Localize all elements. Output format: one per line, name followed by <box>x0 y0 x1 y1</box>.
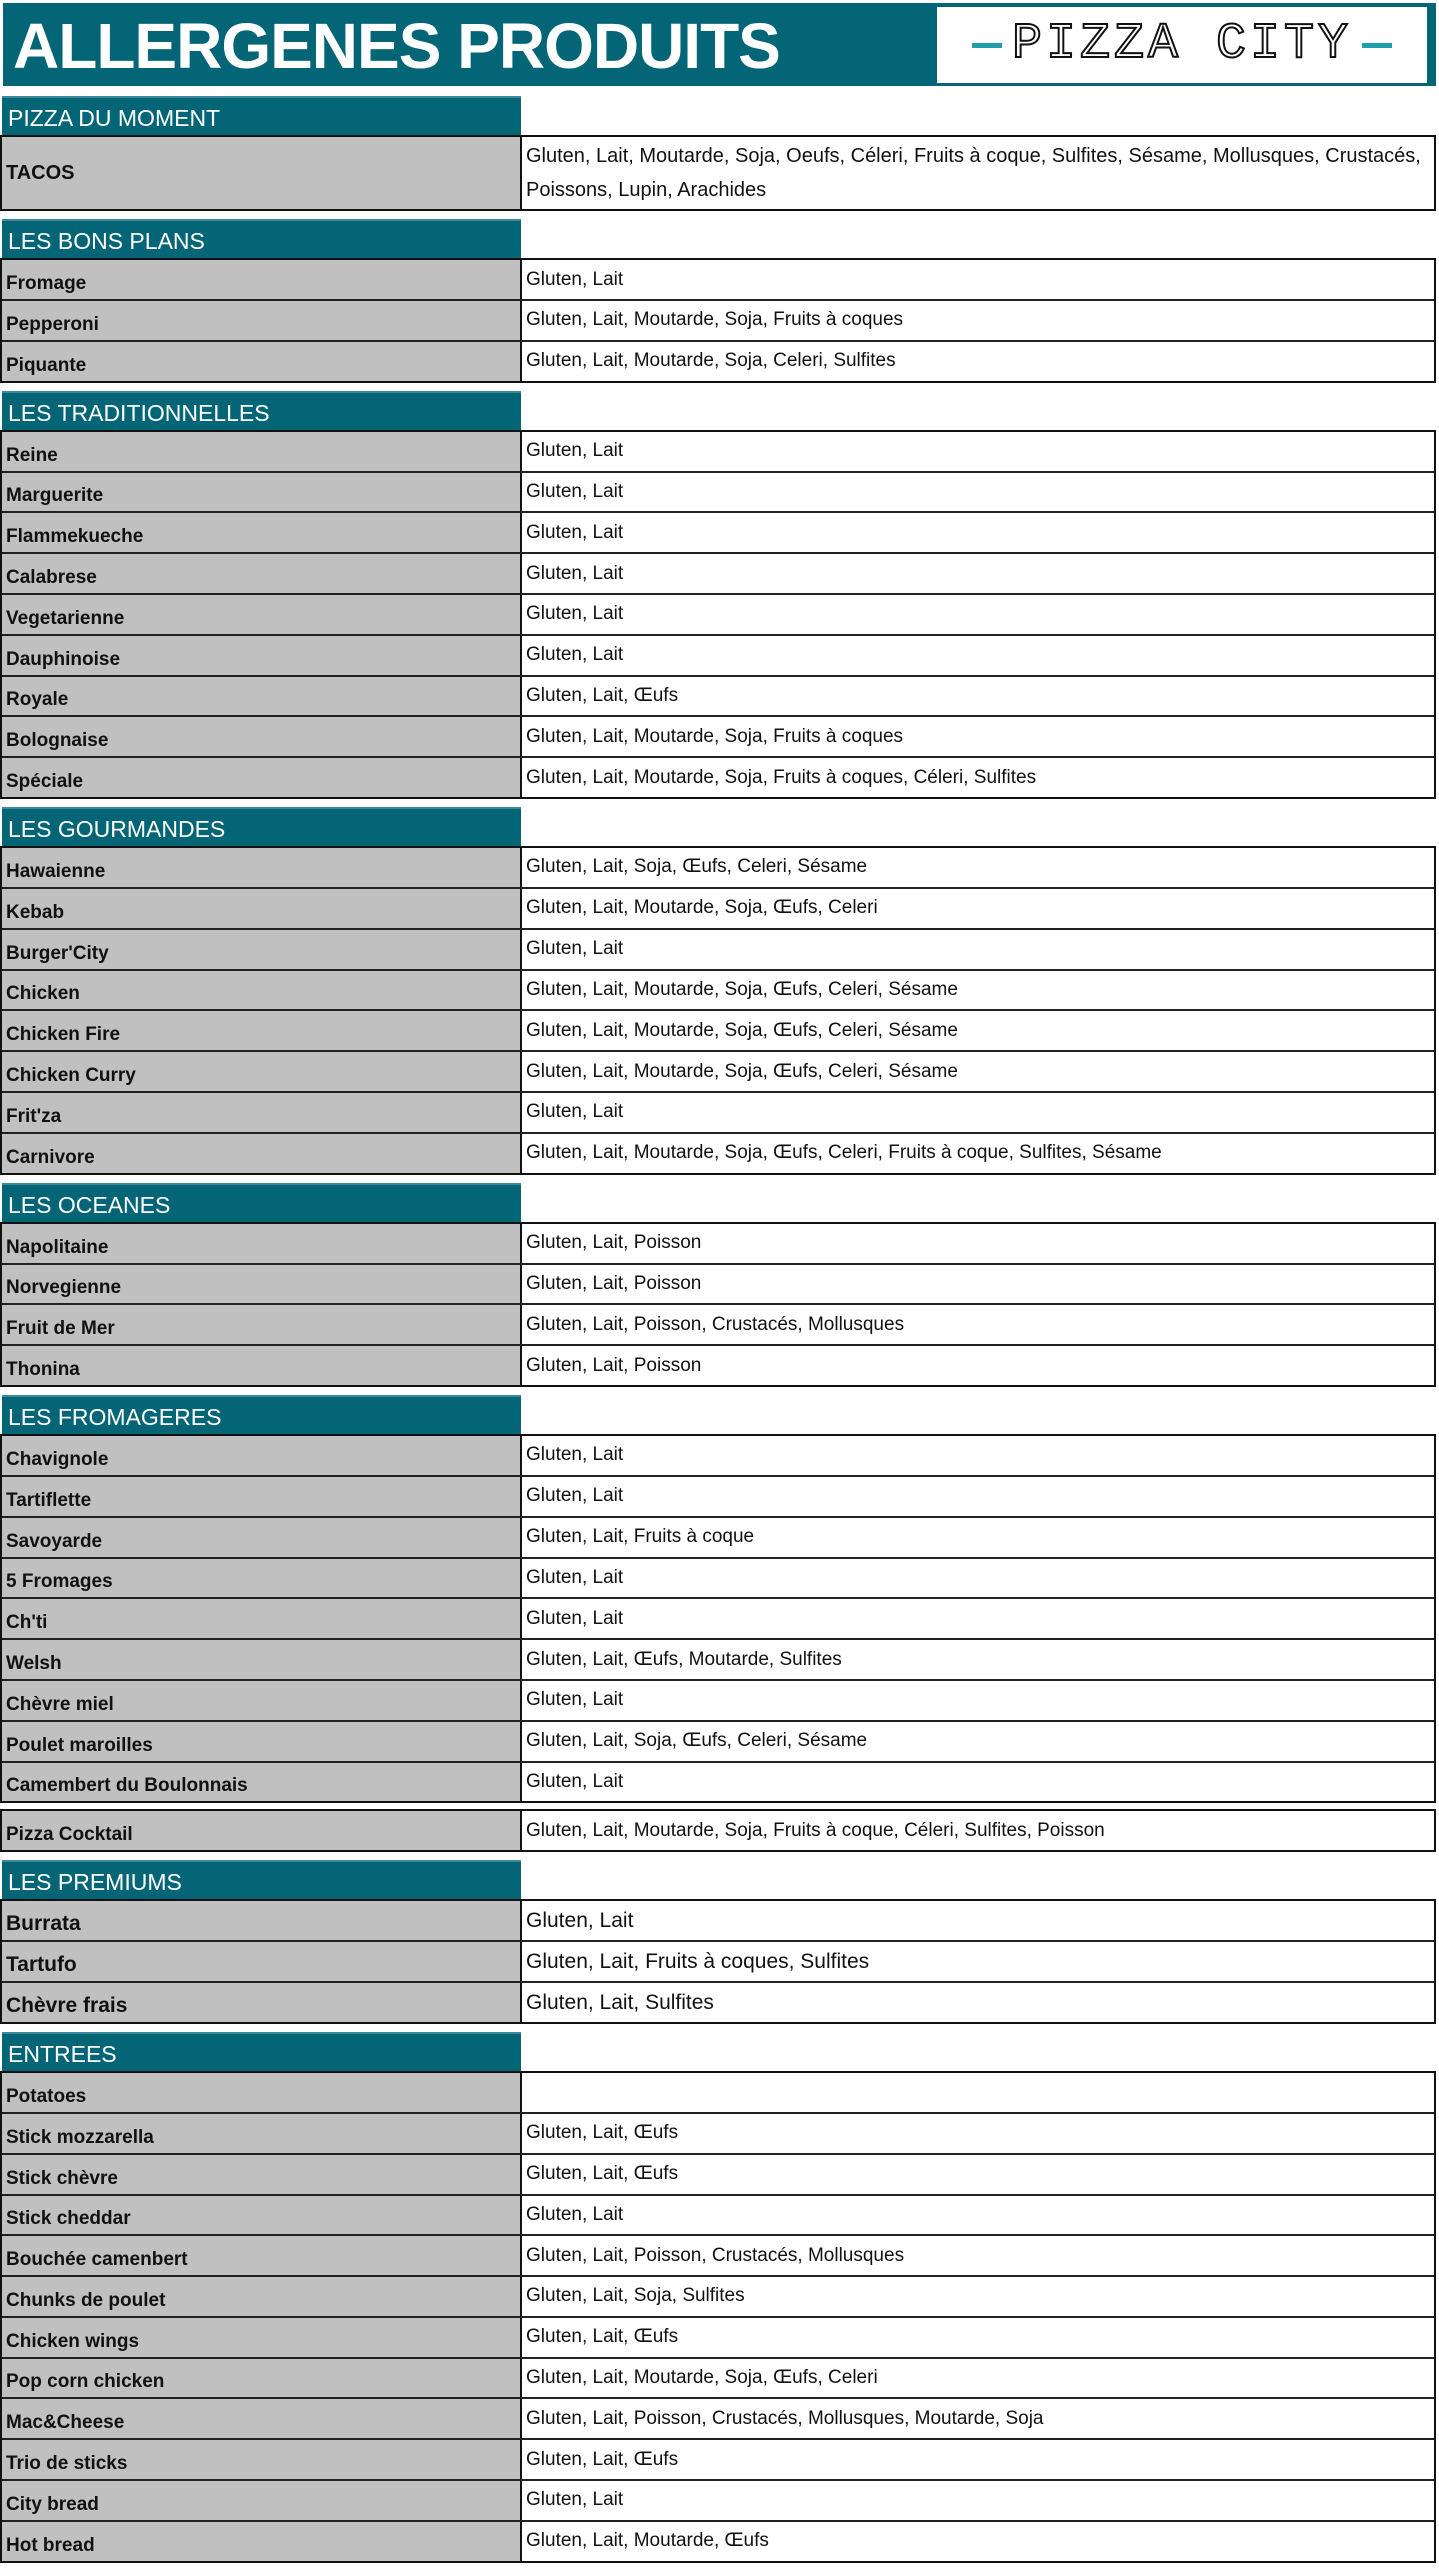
allergens-cell <box>522 1640 1434 1679</box>
allergens-text: Gluten, Lait, Œufs <box>526 2326 679 2348</box>
allergens-text: Gluten, Lait, Soja, Œufs, Celeri, Sésame <box>526 856 868 878</box>
table-row <box>2 511 1434 552</box>
allergens-text: Gluten, Lait, Moutarde, Soja, Œufs, Celeri <box>526 2367 878 2389</box>
allergens-cell <box>522 1559 1434 1598</box>
table-row <box>2 675 1434 716</box>
product-name-cell <box>2 1093 522 1132</box>
allergens-cell <box>522 1134 1434 1173</box>
product-name-cell <box>2 1052 522 1091</box>
product-name: 5 Fromages <box>6 1571 113 1593</box>
section-title: LES PREMIUMS <box>8 1869 182 1896</box>
allergen-table <box>0 258 1436 383</box>
table-row <box>2 887 1434 928</box>
table-row <box>2 969 1434 1010</box>
table-row <box>2 1436 1434 1475</box>
section-header <box>2 1183 521 1222</box>
allergens-text: Gluten, Lait, Œufs <box>526 2448 679 2470</box>
table-row <box>2 1344 1434 1385</box>
product-name: Napolitaine <box>6 1236 109 1258</box>
table-row <box>2 2153 1434 2194</box>
allergens-text: Gluten, Lait, Moutarde, Soja, Fruits à coques <box>526 725 904 747</box>
product-name-cell <box>2 2236 522 2275</box>
product-name-cell <box>2 1559 522 1598</box>
table-row <box>2 2234 1434 2275</box>
allergens-cell <box>522 1983 1434 2022</box>
allergens-cell <box>522 2399 1434 2438</box>
allergens-cell <box>522 1265 1434 1304</box>
allergens-text: Gluten, Lait <box>526 1770 624 1792</box>
allergen-table <box>0 1899 1436 2024</box>
product-name: Spéciale <box>6 770 84 792</box>
table-row <box>2 1597 1434 1638</box>
product-name-cell <box>2 1305 522 1344</box>
product-name-cell <box>2 677 522 716</box>
allergens-cell <box>522 677 1434 716</box>
section-header <box>2 219 521 258</box>
table-row <box>2 2479 1434 2520</box>
allergen-table-extra <box>0 1809 1436 1852</box>
table-row <box>2 299 1434 340</box>
allergens-cell <box>522 2522 1434 2561</box>
table-row <box>2 1132 1434 1173</box>
table-row <box>2 2357 1434 2398</box>
allergens-cell <box>522 2318 1434 2357</box>
allergens-cell <box>522 1518 1434 1557</box>
allergens-text: Gluten, Lait <box>526 938 624 960</box>
section-header <box>2 2032 521 2071</box>
allergens-text: Gluten, Lait, Poisson, Crustacés, Mollusques, Moutarde, Soja <box>526 2407 1044 2429</box>
product-name-cell <box>2 1983 522 2022</box>
table-row <box>2 634 1434 675</box>
allergens-cell <box>522 2440 1434 2479</box>
allergens-text: Gluten, Lait, Moutarde, Soja, Œufs, Celeri <box>526 897 878 919</box>
allergen-table <box>0 135 1436 211</box>
allergens-text: Gluten, Lait, Œufs <box>526 2163 679 2185</box>
product-name-cell <box>2 1811 522 1850</box>
table-row <box>2 2073 1434 2112</box>
product-name-cell <box>2 2277 522 2316</box>
allergens-text: Gluten, Lait, Œufs, Moutarde, Sulfites <box>526 1648 842 1670</box>
pizza-city-logo <box>937 7 1427 83</box>
product-name: Stick cheddar <box>6 2208 131 2230</box>
product-name-cell <box>2 2440 522 2479</box>
table-row <box>2 1050 1434 1091</box>
allergens-text: Gluten, Lait, Fruits à coques, Sulfites <box>526 1949 870 1973</box>
table-row <box>2 260 1434 299</box>
product-name-cell <box>2 930 522 969</box>
product-name: Chicken Fire <box>6 1024 121 1046</box>
allergens-text: Gluten, Lait, Sulfites <box>526 1990 714 2014</box>
table-row <box>2 1901 1434 1940</box>
product-name-cell <box>2 554 522 593</box>
section-header <box>2 807 521 846</box>
product-name-cell <box>2 2155 522 2194</box>
product-name-cell <box>2 2359 522 2398</box>
table-row <box>2 1303 1434 1344</box>
product-name-cell <box>2 1518 522 1557</box>
table-row <box>2 1981 1434 2022</box>
product-name-cell <box>2 1436 522 1475</box>
table-row <box>2 2316 1434 2357</box>
product-name-cell <box>2 2522 522 2561</box>
allergens-text: Gluten, Lait <box>526 1485 624 1507</box>
table-row <box>2 1679 1434 1720</box>
section-title: PIZZA DU MOMENT <box>8 105 221 131</box>
allergens-text: Gluten, Lait <box>526 2203 624 2225</box>
product-name-cell <box>2 848 522 887</box>
product-name: Stick chèvre <box>6 2167 118 2189</box>
allergens-cell <box>522 2236 1434 2275</box>
product-name: Trio de sticks <box>6 2453 128 2475</box>
allergens-text: Gluten, Lait, Œufs <box>526 2122 679 2144</box>
table-row <box>2 471 1434 512</box>
allergens-cell <box>522 513 1434 552</box>
allergens-cell <box>522 2073 1434 2112</box>
product-name-cell <box>2 717 522 756</box>
product-name: Mac&Cheese <box>6 2412 125 2434</box>
table-row <box>2 340 1434 381</box>
allergens-cell <box>522 1901 1434 1940</box>
product-name-cell <box>2 2318 522 2357</box>
allergens-cell <box>522 2114 1434 2153</box>
product-name-cell <box>2 2481 522 2520</box>
table-row <box>2 1009 1434 1050</box>
product-name-cell <box>2 1346 522 1385</box>
product-name-cell <box>2 2114 522 2153</box>
table-row <box>2 2112 1434 2153</box>
section-header <box>2 1860 521 1899</box>
allergens-text: Gluten, Lait, Poisson, Crustacés, Mollusques <box>526 1313 905 1335</box>
table-row <box>2 2194 1434 2235</box>
product-name-cell <box>2 2196 522 2235</box>
allergens-text: Gluten, Lait, Moutarde, Soja, Œufs, Celeri, Sésame <box>526 1060 958 1082</box>
table-row <box>2 1761 1434 1802</box>
allergens-cell <box>522 260 1434 299</box>
logo-dash-right <box>1362 43 1392 48</box>
product-name: Reine <box>6 444 58 466</box>
allergens-text: Gluten, Lait <box>526 268 624 290</box>
allergen-table <box>0 1222 1436 1387</box>
allergen-table <box>0 430 1436 799</box>
product-name-cell <box>2 1224 522 1263</box>
allergens-cell <box>522 1224 1434 1263</box>
product-name: Pop corn chicken <box>6 2371 165 2393</box>
product-name-cell <box>2 1011 522 1050</box>
table-row <box>2 1475 1434 1516</box>
allergen-tables <box>0 96 1439 2571</box>
allergens-cell <box>522 595 1434 634</box>
product-name: Thonina <box>6 1358 80 1380</box>
allergens-text: Gluten, Lait, Moutarde, Soja, Oeufs, Céleri, Fruits à coque, Sulfites, Sésame, Mollusques, Crustacés, Poissons, Lupin, Arachides <box>526 145 1421 201</box>
product-name: Chèvre frais <box>6 1993 128 2017</box>
allergens-text: Gluten, Lait, Poisson <box>526 1272 702 1294</box>
allergen-table <box>0 2071 1436 2563</box>
allergens-text: Gluten, Lait <box>526 644 624 666</box>
product-name: Tartiflette <box>6 1489 92 1511</box>
product-name: Dauphinoise <box>6 648 121 670</box>
product-name-cell <box>2 2073 522 2112</box>
allergens-text: Gluten, Lait, Œufs <box>526 684 679 706</box>
product-name-cell <box>2 971 522 1010</box>
table-row <box>2 1638 1434 1679</box>
allergens-cell <box>522 1763 1434 1802</box>
allergens-cell <box>522 137 1434 209</box>
product-name: Chicken Curry <box>6 1064 136 1086</box>
allergens-cell <box>522 1052 1434 1091</box>
product-name-cell <box>2 137 522 209</box>
product-name: Pepperoni <box>6 313 99 335</box>
product-name-cell <box>2 1763 522 1802</box>
allergens-text: Gluten, Lait <box>526 1101 624 1123</box>
allergens-text: Gluten, Lait <box>526 562 624 584</box>
allergens-text: Gluten, Lait, Moutarde, Soja, Œufs, Celeri, Sésame <box>526 978 958 1000</box>
allergens-cell <box>522 1722 1434 1761</box>
product-name: Fruit de Mer <box>6 1318 115 1340</box>
product-name: Ch'ti <box>6 1612 48 1634</box>
product-name: Camembert du Boulonnais <box>6 1775 248 1797</box>
product-name-cell <box>2 1681 522 1720</box>
product-name: Norvegienne <box>6 1277 122 1299</box>
product-name-cell <box>2 758 522 797</box>
table-row <box>2 1811 1434 1850</box>
product-name-cell <box>2 260 522 299</box>
allergens-text: Gluten, Lait, Moutarde, Œufs <box>526 2530 769 2552</box>
section-title: LES GOURMANDES <box>8 815 226 842</box>
table-row <box>2 1940 1434 1981</box>
table-row <box>2 1516 1434 1557</box>
product-name: Chicken <box>6 983 80 1005</box>
allergens-cell <box>522 1942 1434 1981</box>
product-name: Marguerite <box>6 485 104 507</box>
allergens-cell <box>522 2359 1434 2398</box>
allergens-cell <box>522 848 1434 887</box>
product-name-cell <box>2 1722 522 1761</box>
product-name: Burger'City <box>6 942 109 964</box>
allergens-cell <box>522 889 1434 928</box>
allergens-cell <box>522 554 1434 593</box>
product-name-cell <box>2 595 522 634</box>
product-name-cell <box>2 1901 522 1940</box>
product-name: Burrata <box>6 1912 81 1936</box>
table-row <box>2 1263 1434 1304</box>
logo-text: PIZZA CITY <box>1011 16 1353 73</box>
product-name: Chicken wings <box>6 2330 140 2352</box>
page-title: ALLERGENES PRODUITS <box>13 10 780 82</box>
product-name-cell <box>2 473 522 512</box>
allergens-text: Gluten, Lait, Moutarde, Soja, Fruits à coque, Céleri, Sulfites, Poisson <box>526 1819 1105 1841</box>
table-row <box>2 1557 1434 1598</box>
allergens-text: Gluten, Lait, Moutarde, Soja, Fruits à coques <box>526 309 904 331</box>
product-name: Piquante <box>6 354 87 376</box>
allergens-cell <box>522 758 1434 797</box>
table-row <box>2 715 1434 756</box>
table-row <box>2 432 1434 471</box>
allergens-text: Gluten, Lait <box>526 440 624 462</box>
allergens-text: Gluten, Lait <box>526 480 624 502</box>
table-row <box>2 1091 1434 1132</box>
allergens-text: Gluten, Lait, Fruits à coque <box>526 1526 755 1548</box>
table-row <box>2 2397 1434 2438</box>
allergens-cell <box>522 473 1434 512</box>
product-name-cell <box>2 342 522 381</box>
section-title: ENTREES <box>8 2040 117 2067</box>
product-name-cell <box>2 1942 522 1981</box>
allergens-cell <box>522 1305 1434 1344</box>
product-name: Fromage <box>6 273 87 294</box>
section-header <box>2 1395 521 1434</box>
product-name-cell <box>2 432 522 471</box>
allergens-text: Gluten, Lait, Soja, Œufs, Celeri, Sésame <box>526 1730 868 1752</box>
product-name: Chèvre miel <box>6 1693 114 1715</box>
product-name-cell <box>2 1599 522 1638</box>
allergens-cell <box>522 2481 1434 2520</box>
allergens-text: Gluten, Lait <box>526 1689 624 1711</box>
product-name: Vegetarienne <box>6 607 125 629</box>
product-name: Royale <box>6 689 69 711</box>
allergens-cell <box>522 1093 1434 1132</box>
allergens-text: Gluten, Lait <box>526 521 624 543</box>
table-row <box>2 756 1434 797</box>
product-name-cell <box>2 889 522 928</box>
allergens-text: Gluten, Lait <box>526 603 624 625</box>
allergens-cell <box>522 301 1434 340</box>
section-header <box>2 96 521 135</box>
product-name: City bread <box>6 2493 99 2515</box>
allergens-text: Gluten, Lait <box>526 2489 624 2511</box>
allergens-cell <box>522 1436 1434 1475</box>
product-name-cell <box>2 1640 522 1679</box>
product-name: Stick mozzarella <box>6 2126 154 2148</box>
allergens-cell <box>522 2155 1434 2194</box>
allergen-table <box>0 1434 1436 1803</box>
section-title: LES TRADITIONNELLES <box>8 399 270 426</box>
allergens-cell <box>522 930 1434 969</box>
table-row <box>2 2275 1434 2316</box>
product-name: Tartufo <box>6 1953 77 1977</box>
table-row <box>2 2438 1434 2479</box>
logo-dash-left <box>972 43 1002 48</box>
product-name: Carnivore <box>6 1146 95 1168</box>
allergens-cell <box>522 1346 1434 1385</box>
allergens-cell <box>522 1599 1434 1638</box>
product-name: Welsh <box>6 1652 62 1674</box>
allergens-cell <box>522 1811 1434 1850</box>
product-name-cell <box>2 1477 522 1516</box>
product-name: Flammekueche <box>6 526 144 548</box>
allergens-cell <box>522 2277 1434 2316</box>
product-name-cell <box>2 636 522 675</box>
allergens-text: Gluten, Lait, Poisson <box>526 1232 702 1254</box>
title-bar <box>3 3 1436 86</box>
section-title: LES OCEANES <box>8 1191 171 1218</box>
allergen-table <box>0 846 1436 1175</box>
product-name: TACOS <box>6 161 75 184</box>
product-name: Kebab <box>6 901 65 923</box>
section-title: LES FROMAGERES <box>8 1403 222 1430</box>
table-row <box>2 848 1434 887</box>
product-name-cell <box>2 301 522 340</box>
table-row <box>2 552 1434 593</box>
table-row <box>2 2520 1434 2561</box>
allergens-text: Gluten, Lait, Moutarde, Soja, Fruits à coques, Céleri, Sulfites <box>526 766 1037 788</box>
product-name: Bolognaise <box>6 730 109 752</box>
allergens-cell <box>522 717 1434 756</box>
allergens-text: Gluten, Lait <box>526 1566 624 1588</box>
product-name: Bouchée camenbert <box>6 2249 188 2271</box>
product-name-cell <box>2 2399 522 2438</box>
table-row <box>2 593 1434 634</box>
allergens-text: Gluten, Lait, Poisson, Crustacés, Mollusques <box>526 2244 905 2266</box>
product-name: Potatoes <box>6 2085 87 2107</box>
product-name: Hawaienne <box>6 860 106 882</box>
product-name: Pizza Cocktail <box>6 1824 133 1846</box>
section-title: LES BONS PLANS <box>8 228 205 254</box>
table-row <box>2 137 1434 209</box>
allergens-text: Gluten, Lait <box>526 1607 624 1629</box>
product-name: Chavignole <box>6 1448 109 1470</box>
allergens-text: Gluten, Lait, Moutarde, Soja, Celeri, Sulfites <box>526 350 896 372</box>
allergens-cell <box>522 1681 1434 1720</box>
allergens-text: Gluten, Lait <box>526 1908 634 1932</box>
product-name: Poulet maroilles <box>6 1734 153 1756</box>
allergens-cell <box>522 432 1434 471</box>
allergens-cell <box>522 342 1434 381</box>
table-row <box>2 1224 1434 1263</box>
product-name-cell <box>2 1134 522 1173</box>
product-name-cell <box>2 1265 522 1304</box>
table-row <box>2 928 1434 969</box>
allergens-cell <box>522 636 1434 675</box>
allergens-text: Gluten, Lait, Moutarde, Soja, Œufs, Celeri, Sésame <box>526 1019 958 1041</box>
allergens-cell <box>522 2196 1434 2235</box>
allergens-text: Gluten, Lait, Soja, Sulfites <box>526 2285 745 2307</box>
product-name: Chunks de poulet <box>6 2289 166 2311</box>
allergens-cell <box>522 1011 1434 1050</box>
allergens-cell <box>522 1477 1434 1516</box>
allergens-text: Gluten, Lait <box>526 1444 624 1466</box>
product-name: Savoyarde <box>6 1530 103 1552</box>
allergens-cell <box>522 971 1434 1010</box>
table-row <box>2 1720 1434 1761</box>
product-name-cell <box>2 513 522 552</box>
product-name: Frit'za <box>6 1105 62 1127</box>
section-header <box>2 391 521 430</box>
product-name: Calabrese <box>6 566 97 588</box>
allergens-text: Gluten, Lait, Poisson <box>526 1354 702 1376</box>
allergens-text: Gluten, Lait, Moutarde, Soja, Œufs, Celeri, Fruits à coque, Sulfites, Sésame <box>526 1142 1162 1164</box>
product-name: Hot bread <box>6 2534 95 2556</box>
